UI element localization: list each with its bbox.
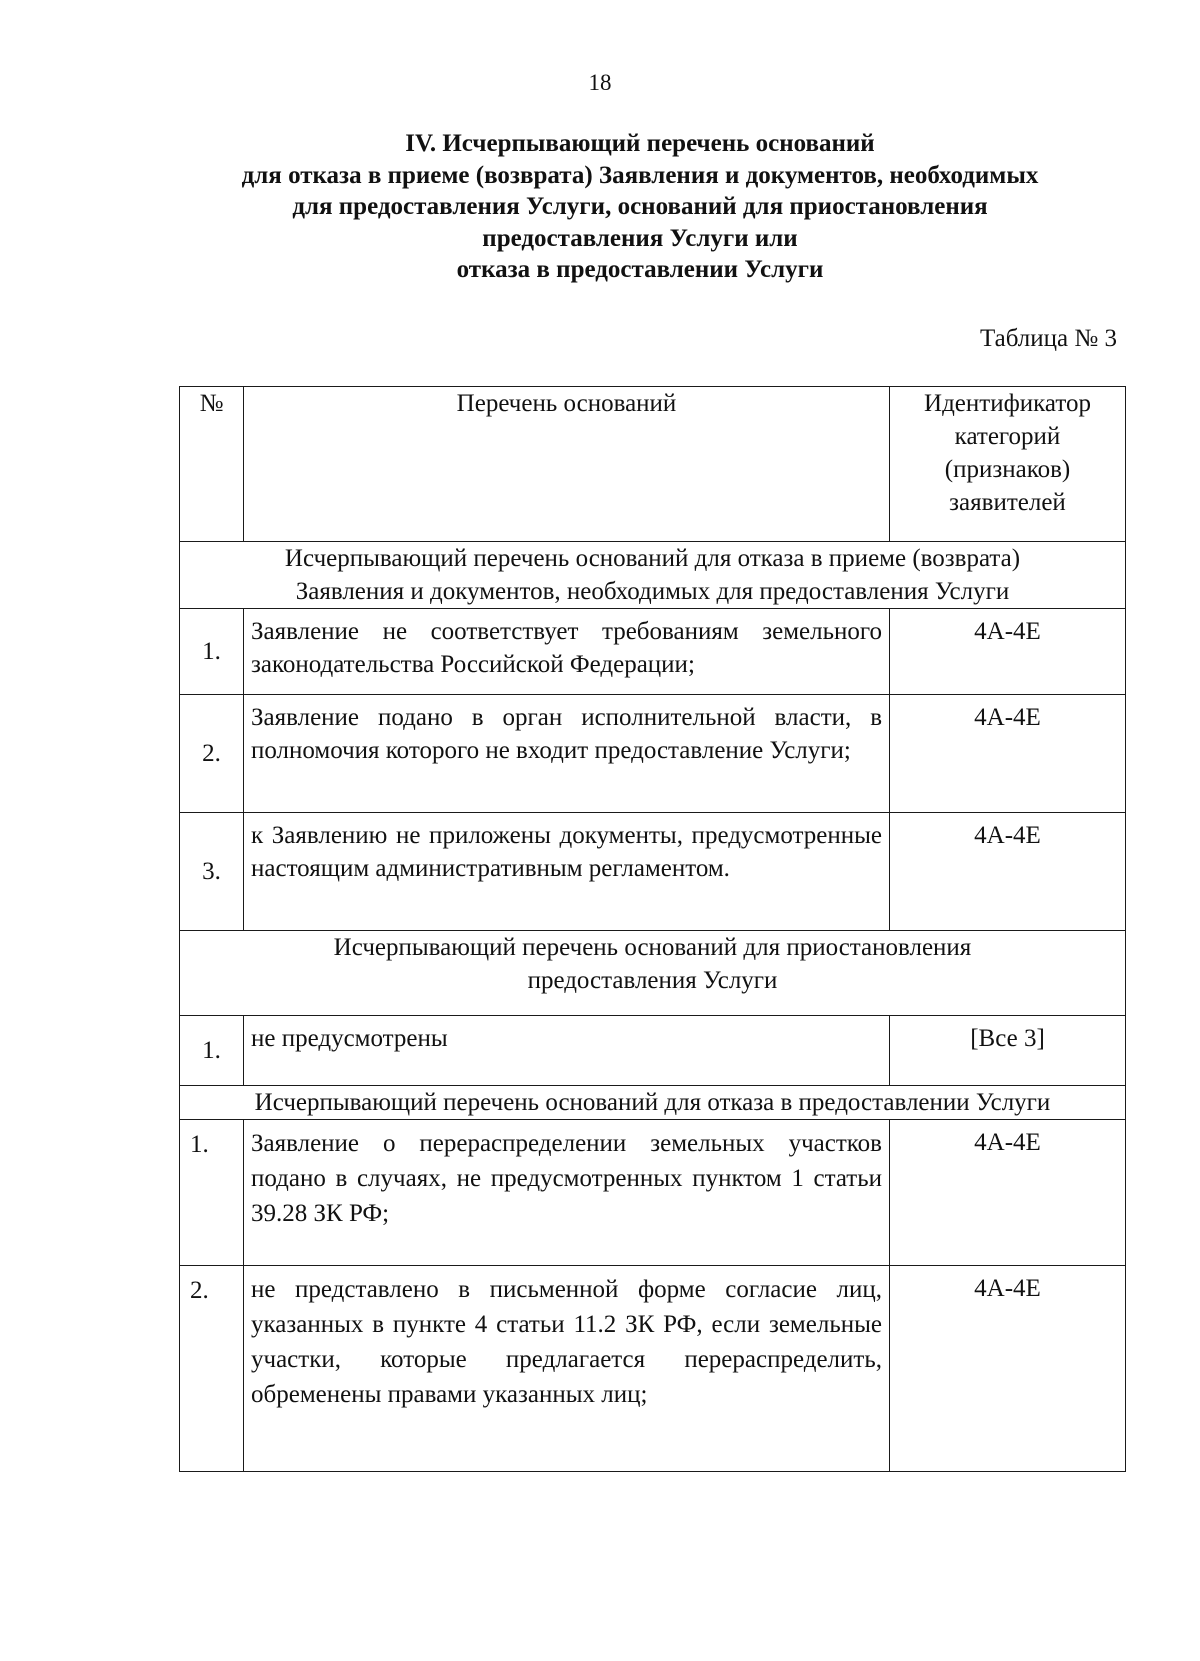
row-number: 3.: [180, 813, 244, 931]
section-title-row: [180, 1086, 1126, 1120]
row-identifier: [Все 3]: [890, 1016, 1126, 1086]
table-row: [180, 1266, 1126, 1472]
table-row: [180, 609, 1126, 695]
section-title-row: [180, 542, 1126, 609]
section-title-line: Исчерпывающий перечень оснований для отказа в предоставлении Услуги: [254, 1089, 1051, 1116]
section-title-line: предоставления Услуги: [527, 967, 778, 994]
header-identifier-line: (признаков): [944, 456, 1071, 483]
section-title-line: Заявления и документов, необходимых для предоставления Услуги: [295, 578, 1010, 605]
row-text: не представлено в письменной форме согласие лиц, указанных в пункте 4 статьи 11.2 ЗК РФ, если земельные участки, которые предлагается перераспределить, обременены правами указанных лиц;: [244, 1266, 890, 1472]
row-text: Заявление подано в орган исполнительной власти, в полномочия которого не входит предоставление Услуги;: [244, 695, 890, 813]
grounds-table: [179, 386, 1126, 1472]
heading-line: для отказа в приеме (возврата) Заявления и документов, необходимых: [241, 161, 1039, 189]
header-grounds: Перечень оснований: [244, 387, 890, 542]
heading-line: предоставления Услуги или: [482, 224, 798, 252]
header-identifier-line: заявителей: [949, 489, 1066, 516]
row-identifier: 4А-4Е: [890, 609, 1126, 695]
table-row: [180, 695, 1126, 813]
section-title-line: Исчерпывающий перечень оснований для приостановления: [333, 934, 972, 961]
row-number: 1.: [180, 1120, 244, 1266]
heading-line: IV. Исчерпывающий перечень оснований: [405, 130, 875, 157]
section-title-line: Исчерпывающий перечень оснований для отказа в приеме (возврата): [284, 545, 1021, 572]
table-header-row: [180, 387, 1126, 542]
table-caption: Таблица № 3: [979, 325, 1117, 352]
page-number: 18: [588, 70, 612, 95]
row-number: 1.: [180, 1016, 244, 1086]
table-row: [180, 813, 1126, 931]
row-number: 2.: [180, 1266, 244, 1472]
row-number: 2.: [180, 695, 244, 813]
row-identifier: 4А-4Е: [890, 813, 1126, 931]
row-identifier: 4А-4Е: [890, 1266, 1126, 1472]
table-row: [180, 1120, 1126, 1266]
table-row: [180, 1016, 1126, 1086]
row-identifier: 4А-4Е: [890, 695, 1126, 813]
section-title-suspension: [180, 931, 1126, 1016]
section-heading: [150, 128, 1130, 286]
heading-line: для предоставления Услуги, оснований для приостановления: [292, 193, 988, 220]
row-text: Заявление не соответствует требованиям земельного законодательства Российской Федерации;: [244, 609, 890, 695]
header-identifier-line: Идентификатор: [924, 390, 1091, 417]
row-text: к Заявлению не приложены документы, предусмотренные настоящим административным регламентом.: [244, 813, 890, 931]
header-identifier-line: категорий: [954, 423, 1061, 450]
row-text: Заявление о перераспределении земельных участков подано в случаях, не предусмотренных пунктом 1 статьи 39.28 ЗК РФ;: [244, 1120, 890, 1266]
section-title-refusal-service: [180, 1086, 1126, 1120]
heading-line: отказа в предоставлении Услуги: [456, 256, 824, 283]
section-title-row: [180, 931, 1126, 1016]
header-number: №: [180, 387, 244, 542]
section-title-refusal-acceptance: [180, 542, 1126, 609]
row-identifier: 4А-4Е: [890, 1120, 1126, 1266]
header-identifier: [890, 387, 1126, 542]
row-text: не предусмотрены: [244, 1016, 890, 1086]
row-number: 1.: [180, 609, 244, 695]
